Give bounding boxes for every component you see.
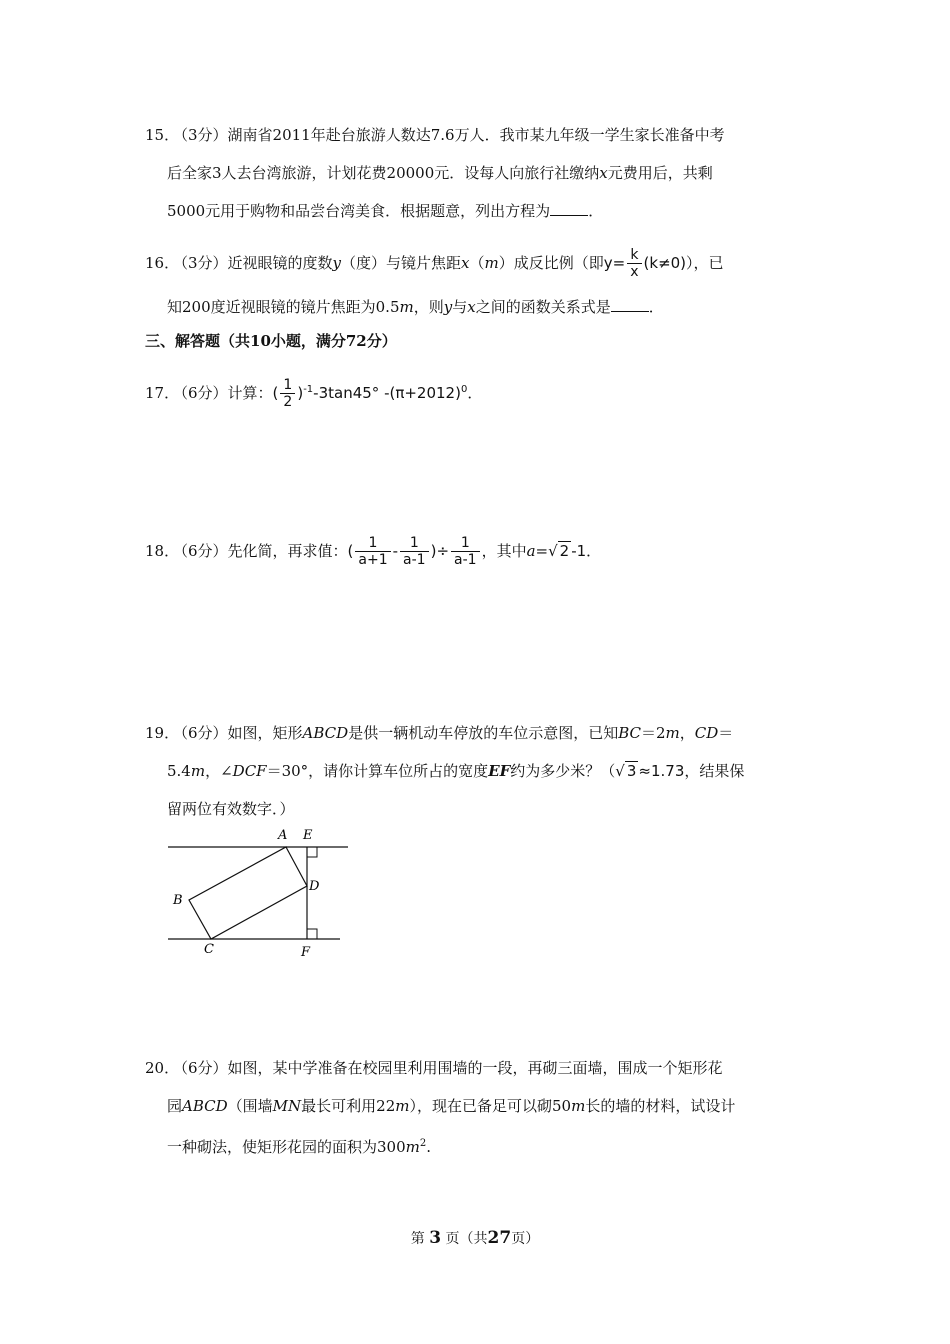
q18-prefix: （6分）先化简，再求值：: [173, 542, 348, 560]
q16-frac-den: x: [630, 264, 639, 280]
q20-text-2e: 长的墙的材料，试设计: [585, 1097, 736, 1115]
q16-unit-m2: m: [399, 298, 414, 316]
q16-formula-lhs: y=: [603, 254, 626, 272]
q20-number: 20．: [145, 1059, 180, 1077]
q19-unit-m2: m: [190, 762, 206, 780]
q18-sqrt: √ 2: [548, 542, 570, 560]
q20-line1: [145, 1058, 723, 1078]
q16-text-1c: （: [469, 254, 485, 272]
q19-label-a: A: [278, 828, 288, 843]
q16-text-2a: 知200度近视眼镜的镜片焦距为0.5: [167, 298, 400, 316]
footer-page-number: 3: [429, 1228, 442, 1248]
q20-unit-m3: m: [405, 1138, 420, 1156]
q17-fraction: [280, 377, 295, 410]
q19-label-f: F: [301, 945, 311, 960]
q19-cd: CD: [694, 724, 719, 742]
q19-text-1b: 是供一辆机动车停放的车位示意图，已知: [348, 724, 619, 742]
q20-text-2d: ），现在已备足可以砌50: [409, 1097, 572, 1115]
q16-formula-cond: (k≠0): [643, 254, 687, 272]
q20-line2: [167, 1096, 735, 1116]
q20-unit-m2: m: [571, 1097, 586, 1115]
q18-f2-num: 1: [400, 535, 429, 552]
q20-line3: [167, 1134, 431, 1157]
q19-number: 19．: [145, 724, 180, 742]
q17-middle: -3tan45° -(π+2012): [313, 384, 461, 402]
q16-var-x: x: [461, 254, 470, 272]
q19-text-2e: ≈1.73，结果保: [638, 762, 745, 780]
q16-unit-m: m: [484, 254, 499, 272]
q19-text-1a: （6分）如图，矩形: [173, 724, 303, 742]
q16-formula: [603, 247, 687, 280]
q15-var-x: x: [599, 164, 608, 182]
q18-f3-den: a-1: [454, 552, 477, 568]
q19-abcd: ABCD: [302, 724, 349, 742]
q19-line2: [167, 761, 744, 781]
q16-text-1a: （3分）近视眼镜的度数: [173, 254, 333, 272]
q15-text-1: （3分）湖南省2011年赴台旅游人数达7.6万人．我市某九年级一学生家长准备中考: [173, 126, 725, 144]
q15-line2: [167, 163, 713, 183]
q16-fraction: [627, 247, 641, 280]
q15-answer-blank[interactable]: [550, 201, 588, 216]
q18-f2-den: a-1: [403, 552, 426, 568]
q17-exponent-1: -1: [303, 384, 314, 395]
q20-text-2c: 最长可利用22: [301, 1097, 396, 1115]
q16-text-2b: ，则: [413, 298, 444, 316]
section-heading: 三、解答题（共10小题，满分72分）: [145, 332, 397, 350]
q19-text-1c: ＝2: [640, 724, 666, 742]
q19-text-2c: ＝30°，请你计算车位所占的宽度: [266, 762, 489, 780]
q19-label-e: E: [303, 828, 313, 843]
q17-exponent-2: 0: [460, 384, 468, 395]
footer-pre: 第: [410, 1231, 425, 1247]
q18-var-a: a: [526, 542, 536, 560]
q17-open-paren: (: [272, 384, 279, 402]
q15-line3: [167, 201, 603, 221]
q19-text-2a: 5.4: [167, 762, 191, 780]
q20-text-2a: 园: [167, 1097, 183, 1115]
footer-post: 页）: [511, 1231, 540, 1247]
q19-line3: [167, 799, 295, 819]
q19-ef: EF: [488, 762, 511, 780]
q19-label-d: D: [309, 879, 320, 894]
q18-close-div: )÷: [430, 542, 450, 560]
q19-sqrt: √ 3: [615, 762, 637, 780]
q18-eq: =: [535, 542, 549, 560]
q16-text-1e: ），已: [686, 254, 724, 272]
q16-var-y2: y: [443, 298, 453, 316]
q18-fraction-2: [400, 535, 429, 568]
q17-frac-num: 1: [280, 377, 295, 394]
q19-text-3: 留两位有效数字．）: [167, 800, 295, 818]
q19-label-c: C: [204, 942, 214, 957]
q20-mn: MN: [272, 1097, 302, 1115]
q18-expression: [347, 535, 482, 568]
q19-right-angle-f: [307, 929, 317, 939]
q18-fraction-3: [451, 535, 480, 568]
q20-period: .: [426, 1138, 432, 1156]
q19-right-angle-e: [307, 847, 317, 857]
q19-label-b: B: [173, 893, 183, 908]
q18-minus: -: [392, 542, 399, 560]
q20-unit-m1: m: [395, 1097, 410, 1115]
q17-line: [145, 375, 482, 410]
q16-line2: [167, 297, 664, 317]
q15-text-2a: 后全家3人去台湾旅游，计划花费20000元．设每人向旅行社缴纳: [167, 164, 600, 182]
q19-bc: BC: [618, 724, 641, 742]
q19-line1: [145, 723, 733, 743]
q18-line: [145, 535, 601, 568]
q15-line1: [145, 125, 725, 145]
q20-text-3a: 一种砌法，使矩形花园的面积为300: [167, 1138, 406, 1156]
q18-f1-den: a+1: [358, 552, 388, 568]
q17-close-paren: ): [297, 384, 304, 402]
q16-text-2c: 与: [452, 298, 468, 316]
q16-frac-num: k: [627, 247, 641, 264]
q17-period: ．: [467, 384, 483, 402]
q18-number: 18．: [145, 542, 180, 560]
q19-dcf: DCF: [232, 762, 267, 780]
q20-text-2b: （围墙: [227, 1097, 273, 1115]
q16-text-2d: 之间的函数关系式是: [475, 298, 611, 316]
q18-mid: ，其中: [481, 542, 527, 560]
q17-frac-den: 2: [283, 394, 293, 410]
q20-text-1: （6分）如图，某中学准备在校园里利用围墙的一段，再砌三面墙，围成一个矩形花: [173, 1059, 723, 1077]
q18-open-paren: (: [347, 542, 354, 560]
q16-period: ．: [648, 298, 664, 316]
q16-var-y: y: [332, 254, 342, 272]
q19-text-2b: ，∠: [205, 762, 233, 780]
q19-text-1d: ，: [679, 724, 695, 742]
q20-abcd: ABCD: [182, 1097, 228, 1115]
q17-prefix: （6分）计算：: [173, 384, 273, 402]
footer-total-pages: 27: [487, 1228, 512, 1248]
page-footer: [0, 1228, 950, 1248]
q19-sqrt-arg: 3: [626, 762, 637, 780]
q19-text-2d: 约为多少米？（: [510, 762, 616, 780]
q20-superscript: 2: [419, 1138, 427, 1149]
q16-text-1d: ）成反比例（即: [498, 254, 604, 272]
q18-f3-num: 1: [451, 535, 480, 552]
q15-period: ．: [588, 202, 604, 220]
q16-answer-blank[interactable]: [611, 297, 649, 312]
q17-expression: [272, 377, 468, 410]
q18-sqrt-arg: 2: [559, 542, 570, 560]
footer-mid: 页（共: [445, 1231, 488, 1247]
q16-number: 16．: [145, 254, 180, 272]
q19-figure: [160, 822, 360, 962]
q15-number: 15．: [145, 126, 180, 144]
q19-rectangle-abcd: [189, 847, 307, 939]
q16-var-x2: x: [467, 298, 476, 316]
q18-fraction-1: [355, 535, 390, 568]
q16-line1: [145, 247, 724, 280]
q15-text-2b: 元费用后，共剩: [607, 164, 713, 182]
q19-text-1e: ＝: [718, 724, 734, 742]
q19-unit-m1: m: [665, 724, 680, 742]
q15-text-3: 5000元用于购物和品尝台湾美食．根据题意，列出方程为: [167, 202, 551, 220]
q18-tail: -1．: [571, 542, 602, 560]
q17-number: 17．: [145, 384, 180, 402]
q16-text-1b: （度）与镜片焦距: [341, 254, 462, 272]
q18-f1-num: 1: [355, 535, 390, 552]
